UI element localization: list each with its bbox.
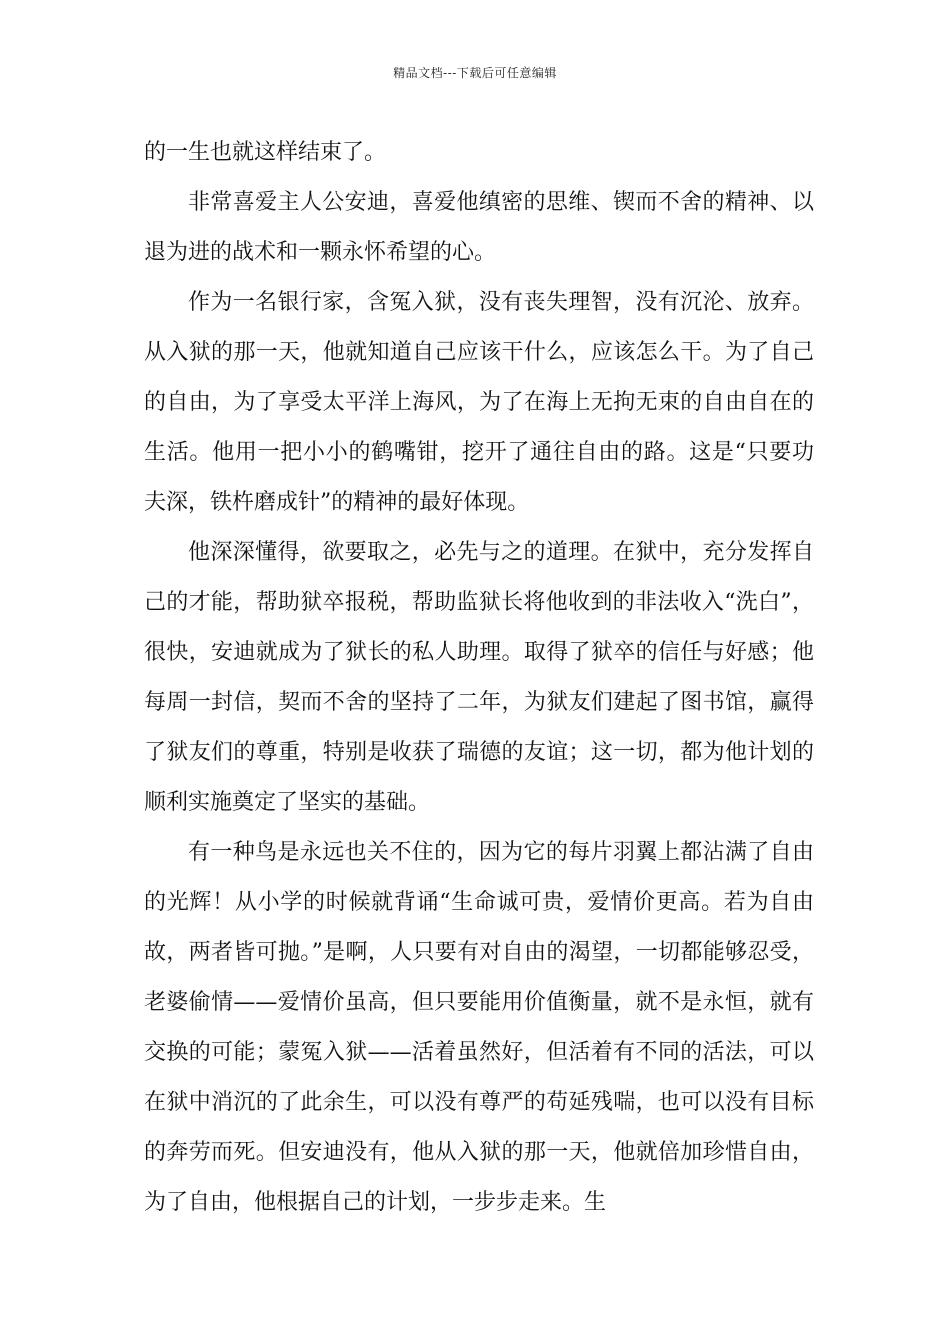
document-body [144,128,814,1228]
paragraph-1: 的一生也就这样结束了。 [144,140,387,165]
paragraph-5: 有一种鸟是永远也关不住的，因为它的每片羽翼上都沾满了自由的光辉！从小学的时候就背诵“生命诚可贵，爱情价更高。若为自由故，两者皆可抛。”是啊，人只要有对自由的渴望，一切都能够忍受，老婆偷情——爱情价虽高，但只要能用价值衡量，就不是永恒，就有交换的可能；蒙冤入狱——活着虽然好，但活着有不同的活法，可以在狱中消沉的了此余生，可以没有尊严的苟延残喘，也可以没有目标的奔劳而死。但安迪没有，他从入狱的那一天，他就倍加珍惜自由，为了自由，他根据自己的计划，一步步走来。生 [144,840,814,1215]
paragraph-3: 作为一名银行家，含冤入狱，没有丧失理智，没有沉沦、放弃。从入狱的那一天，他就知道自己应该干什么，应该怎么干。为了自己的自由，为了享受太平洋上海风，为了在海上无拘无束的自由自在的生活。他用一把小小的鹤嘴钳，挖开了通往自由的路。这是“只要功夫深，铁杵磨成针”的精神的最好体现。 [144,290,814,515]
paragraph-2: 非常喜爱主人公安迪，喜爱他缜密的思维、锲而不舍的精神、以退为进的战术和一颗永怀希望的心。 [144,190,814,265]
paragraph-4: 他深深懂得，欲要取之，必先与之的道理。在狱中，充分发挥自己的才能，帮助狱卒报税，帮助监狱长将他收到的非法收入“洗白”，很快，安迪就成为了狱长的私人助理。取得了狱卒的信任与好感；他每周一封信，契而不舍的坚持了二年，为狱友们建起了图书馆，赢得了狱友们的尊重，特别是收获了瑞德的友谊；这一切，都为他计划的顺利实施奠定了坚实的基础。 [144,540,814,815]
page-header: 精品文档---下载后可任意编辑 [393,66,557,80]
